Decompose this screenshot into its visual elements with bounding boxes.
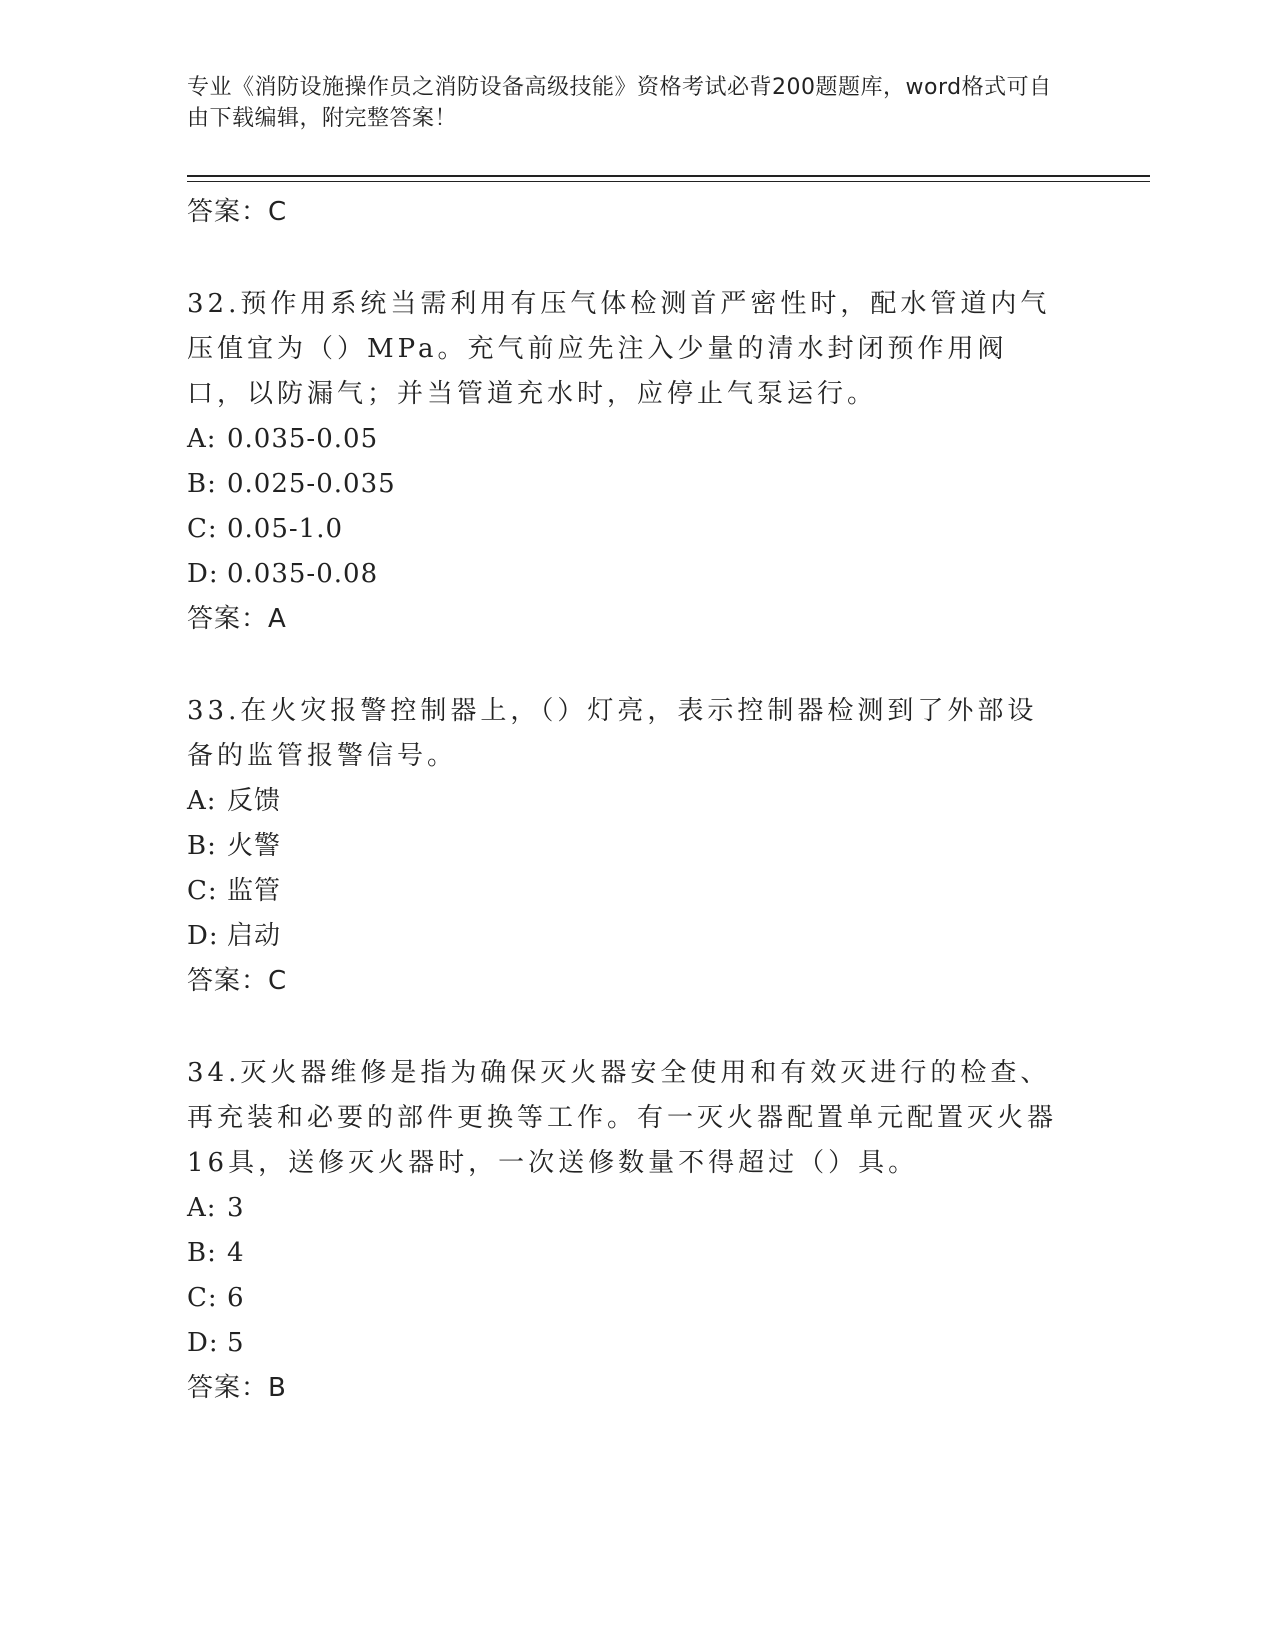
option-key: A: — [187, 1193, 217, 1223]
document-header: 专业《消防设施操作员之消防设备高级技能》资格考试必背200题题库，word格式可自由下载编辑，附完整答案！ — [187, 75, 1052, 131]
option-value: 0.025-0.035 — [227, 469, 396, 499]
option-key: D: — [187, 559, 219, 589]
question-34 — [187, 1051, 1087, 1410]
option-b — [187, 824, 1087, 869]
spacer — [187, 1003, 1087, 1051]
option-a — [187, 779, 1087, 824]
answer: 答案：B — [187, 1373, 287, 1403]
option-value: 0.035-0.08 — [227, 559, 379, 589]
question-33 — [187, 689, 1087, 1003]
option-c — [187, 1276, 1087, 1321]
option-value: 火警 — [227, 831, 282, 861]
option-c — [187, 507, 1087, 552]
option-key: A: — [187, 786, 217, 816]
answer: 答案：C — [187, 966, 288, 996]
option-a — [187, 417, 1087, 462]
option-value: 4 — [227, 1238, 245, 1268]
option-value: 6 — [227, 1283, 245, 1313]
question-32 — [187, 282, 1087, 641]
option-value: 3 — [227, 1193, 245, 1223]
option-d — [187, 1321, 1087, 1366]
answer: 答案：A — [187, 604, 287, 634]
option-d — [187, 552, 1087, 597]
option-value: 0.035-0.05 — [227, 424, 379, 454]
option-value: 启动 — [227, 921, 282, 951]
option-c — [187, 869, 1087, 914]
option-value: 5 — [227, 1328, 245, 1358]
option-key: D: — [187, 1328, 219, 1358]
option-key: B: — [187, 831, 217, 861]
option-b — [187, 462, 1087, 507]
question-list — [187, 190, 1087, 1410]
option-key: A: — [187, 424, 217, 454]
header-rule-thick — [187, 175, 1150, 177]
header-rule-thin — [187, 181, 1150, 182]
option-key: C: — [187, 876, 218, 906]
option-key: C: — [187, 514, 218, 544]
option-key: B: — [187, 469, 217, 499]
option-key: D: — [187, 921, 219, 951]
option-value: 监管 — [227, 876, 282, 906]
option-key: C: — [187, 1283, 218, 1313]
option-b — [187, 1231, 1087, 1276]
spacer — [187, 234, 1087, 282]
question-text: 32.预作用系统当需利用有压气体检测首严密性时，配水管道内气压值宜为（）MPa。充气前应先注入少量的清水封闭预作用阀口，以防漏气；并当管道充水时，应停止气泵运行。 — [187, 289, 1051, 409]
question-text: 33.在火灾报警控制器上，（）灯亮，表示控制器检测到了外部设备的监管报警信号。 — [187, 696, 1038, 771]
previous-answer: 答案：C — [187, 197, 288, 227]
spacer — [187, 641, 1087, 689]
option-value: 反馈 — [227, 786, 282, 816]
option-key: B: — [187, 1238, 217, 1268]
option-value: 0.05-1.0 — [227, 514, 344, 544]
option-d — [187, 914, 1087, 959]
option-a — [187, 1186, 1087, 1231]
question-text: 34.灭火器维修是指为确保灭火器安全使用和有效灭进行的检查、再充装和必要的部件更换等工作。有一灭火器配置单元配置灭火器16具，送修灭火器时，一次送修数量不得超过（）具。 — [187, 1058, 1058, 1178]
